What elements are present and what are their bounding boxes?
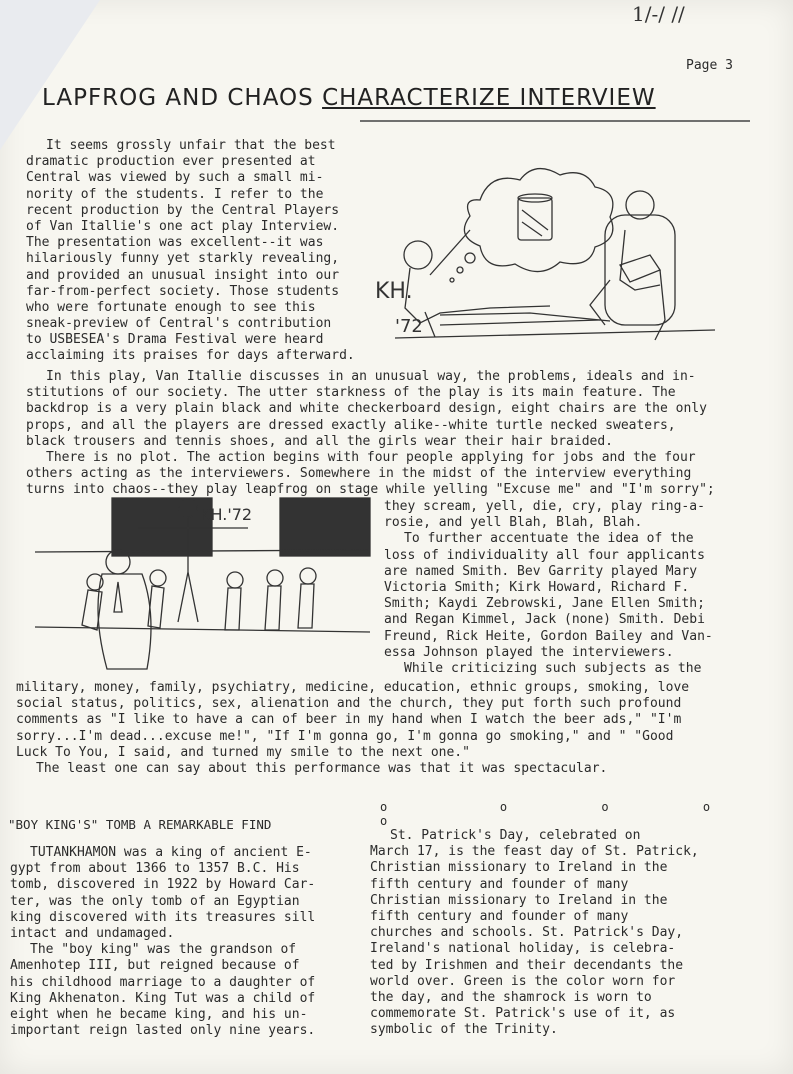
text-line: St. Patrick's Day, celebrated on [390,828,641,843]
text-line: March 17, is the feast day of St. Patrick, [370,844,699,860]
text-line: nority of the students. I refer to the [26,186,324,202]
article1-full-width-block-1 [26,369,766,499]
sketch1-year: '72 [395,316,423,337]
text-line: backdrop is a very plain black and white checkerboard design, eight chairs are the only [26,401,707,417]
text-line: gypt from about 1366 to 1357 B.C. His [10,861,300,877]
headline-rule [360,115,760,127]
headline-part-1: LAPFROG AND CHAOS [42,85,323,111]
text-line: props, and all the players are dressed exactly alike--white turtle necked sweaters, [26,417,676,433]
text-line: and provided an unusual insight into our [26,267,340,283]
text-line: tomb, discovered in 1922 by Howard Car- [10,877,316,893]
text-line: acclaiming its praises for days afterward. [26,348,355,364]
text-line: essa Johnson played the interviewers. [384,644,674,660]
text-line: To further accentuate the idea of the [404,531,694,547]
text-line: Smith; Kaydi Zebrowski, Jane Ellen Smith; [384,596,705,612]
text-line: turns into chaos--they play leapfrog on stage while yelling "Excuse me" and "I'm sorry"; [26,482,715,498]
text-line: The presentation was excellent--it was [26,235,324,251]
text-line: fifth century and founder of many [370,908,629,924]
text-line: eight when he became king, and his un- [10,1006,308,1022]
text-line: sneak-preview of Central's contribution [26,316,332,332]
text-line: the day, and the shamrock is worn to [370,989,652,1005]
divider-dots: o o o o o [380,800,786,828]
text-line: military, money, family, psychiatry, medicine, education, ethnic groups, smoking, love [16,680,690,695]
text-line: they scream, yell, die, cry, play ring-a- [384,499,705,514]
text-line: dramatic production ever presented at [26,154,316,170]
text-line: It seems grossly unfair that the best [46,138,336,153]
text-line: fifth century and founder of many [370,876,629,892]
text-line: ted by Irishmen and their decendants the [370,957,684,973]
text-line: far-from-perfect society. Those students [26,283,340,299]
text-line: commemorate St. Patrick's use of it, as [370,1006,676,1022]
text-line: Christian missionary to Ireland in the [370,892,668,908]
text-line: hilariously funny yet starkly revealing, [26,251,340,267]
headline-part-2: CHARACTERIZE INTERVIEW [322,85,656,111]
text-line: stitutions of our society. The utter starkness of the play is its main feature. The [26,385,676,401]
article1-left-column [26,138,361,365]
text-line: King Akhenaton. King Tut was a child of [10,990,316,1006]
text-line: of Van Itallie's one act play Interview. [26,218,340,234]
text-line: The least one can say about this performance was that it was spectacular. [36,760,608,776]
article3-body [370,828,770,1038]
text-line: churches and schools. St. Patrick's Day, [370,925,684,941]
text-line: Freund, Rick Heite, Gordon Bailey and Van- [384,628,713,644]
article2-body [10,845,355,1039]
text-line: Central was viewed by such a small mi- [26,170,324,186]
handwritten-note: 1/-/ // [632,2,685,26]
text-line: TUTANKHAMON was a king of ancient E- [30,845,312,860]
text-line: In this play, Van Itallie discusses in an unusual way, the problems, ideals and in- [46,369,696,384]
article1-right-column [384,499,764,677]
headline [42,85,752,111]
text-line: While criticizing such subjects as the [404,660,702,676]
text-line: ter, was the only tomb of an Egyptian [10,893,300,909]
text-line: social status, politics, sex, alienation and the church, they put forth such profound [16,696,682,712]
text-line: world over. Green is the color worn for [370,973,676,989]
text-line: rosie, and yell Blah, Blah, Blah. [384,515,643,531]
text-line: Ireland's national holiday, is celebra- [370,941,676,957]
text-line: loss of individuality all four applicants [384,547,705,563]
text-line: others acting as the interviewers. Somewhere in the midst of the interview everything [26,466,692,482]
text-line: There is no plot. The action begins with four people applying for jobs and the four [46,449,696,465]
text-line: Luck To You, I said, and turned my smile to the next one." [16,744,470,760]
text-line: Amenhotep III, but reigned because of [10,958,300,974]
text-line: The "boy king" was the grandson of [30,942,297,958]
page-number: Page 3 [686,58,733,73]
text-line: are named Smith. Bev Garrity played Mary [384,563,698,579]
sketch-dreamer-cartoon [370,160,735,350]
text-line: who were fortunate enough to see this [26,299,316,315]
text-line: his childhood marriage to a daughter of [10,974,316,990]
folded-corner [0,0,100,150]
sketch-stage-cartoon [30,492,375,682]
sketch1-signature: KH. [375,279,413,304]
text-line: king discovered with its treasures sill [10,909,316,925]
text-line: Christian missionary to Ireland in the [370,860,668,876]
text-line: Victoria Smith; Kirk Howard, Richard F. [384,579,690,595]
text-line: recent production by the Central Players [26,202,340,218]
sketch2-signature: KH.'72 [200,505,253,524]
text-line: important reign lasted only nine years. [10,1023,316,1039]
text-line: to USBESEA's Drama Festival were heard [26,332,324,348]
text-line: symbolic of the Trinity. [370,1022,558,1038]
article1-full-width-block-2 [16,680,768,777]
text-line: and Regan Kimmel, Jack (none) Smith. Debi [384,612,705,628]
text-line: sorry...I'm dead...excuse me!", "If I'm gonna go, I'm gonna go smoking," and " "Good [16,728,674,744]
text-line: intact and undamaged. [10,925,175,941]
text-line: comments as "I like to have a can of beer in my hand when I watch the beer ads," "I'm [16,712,682,728]
text-line: black trousers and tennis shoes, and all the girls wear their hair braided. [26,433,613,449]
article2-title: "BOY KING'S" TOMB A REMARKABLE FIND [8,817,272,832]
